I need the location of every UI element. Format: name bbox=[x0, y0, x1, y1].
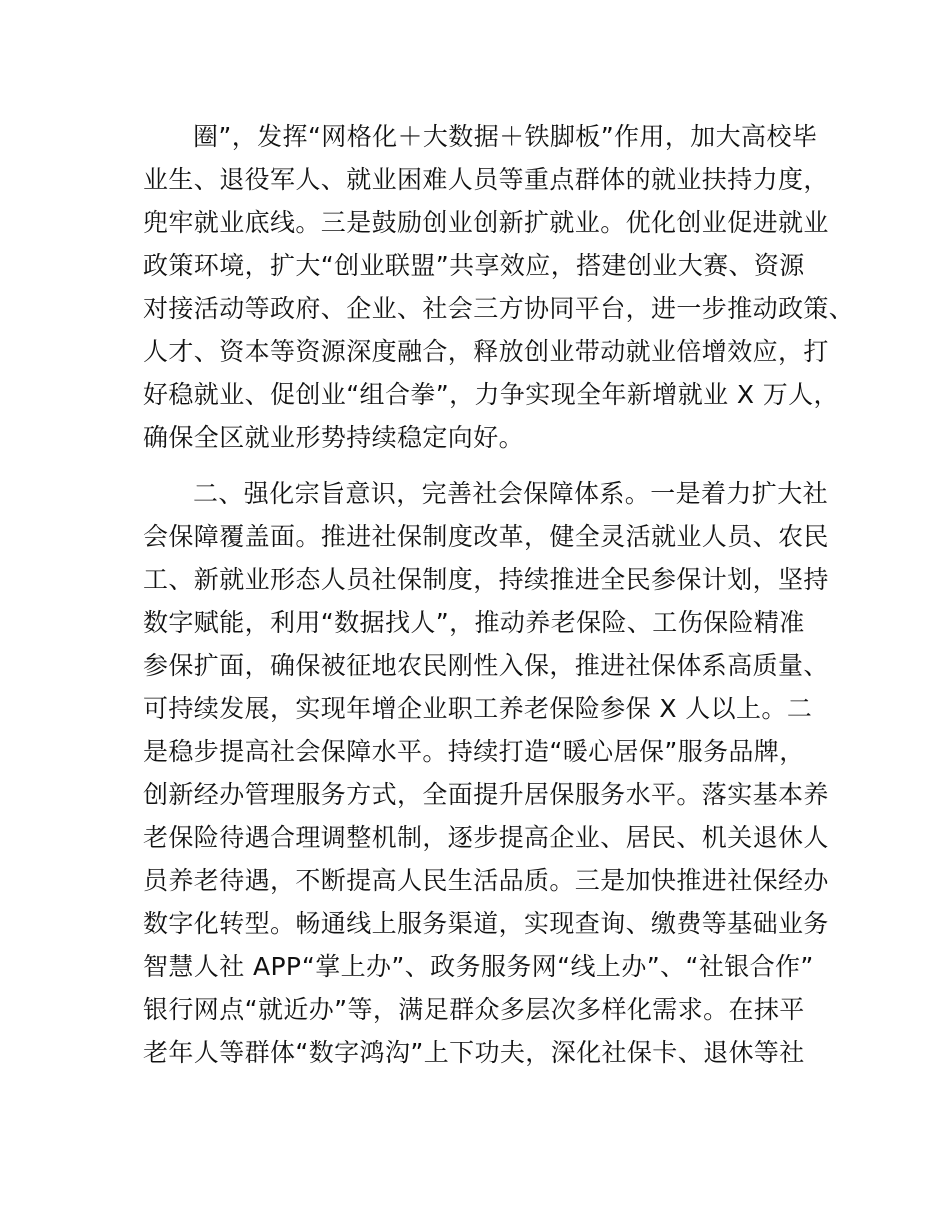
paragraph-1-line-1: 圈”，发挥“网格化＋大数据＋铁脚板”作用，加大高校毕 bbox=[193, 122, 818, 151]
paragraph-2-line-6: 可持续发展，实现年增企业职工养老保险参保 X 人以上。二 bbox=[143, 694, 813, 723]
paragraph-1-line-4: 政策环境，扩大“创业联盟”共享效应，搭建创业大赛、资源 bbox=[143, 251, 805, 280]
paragraph-2-line-2: 会保障覆盖面。推进社保制度改革，健全灵活就业人员、农民 bbox=[143, 522, 829, 551]
paragraph-1-line-3: 兜牢就业底线。三是鼓励创业创新扩就业。优化创业促进就业 bbox=[143, 208, 829, 237]
paragraph-1-line-5: 对接活动等政府、企业、社会三方协同平台，进一步推动政策、 bbox=[143, 294, 855, 323]
paragraph-2-line-4: 数字赋能，利用“数据找人”，推动养老保险、工伤保险精准 bbox=[143, 608, 805, 637]
paragraph-1-line-7: 好稳就业、促创业“组合拳”，力争实现全年新增就业 X 万人， bbox=[143, 380, 839, 409]
paragraph-2-line-11: 数字化转型。畅通线上服务渠道，实现查询、缴费等基础业务 bbox=[143, 909, 829, 938]
paragraph-1-line-6: 人才、资本等资源深度融合，释放创业带动就业倍增效应，打 bbox=[143, 337, 829, 366]
paragraph-1-line-8: 确保全区就业形势持续稳定向好。 bbox=[143, 423, 525, 452]
paragraph-2-line-7: 是稳步提高社会保障水平。持续打造“暖心居保”服务品牌， bbox=[143, 737, 805, 766]
paragraph-2-line-9: 老保险待遇合理调整机制，逐步提高企业、居民、机关退休人 bbox=[143, 823, 829, 852]
paragraph-1-line-2: 业生、退役军人、就业困难人员等重点群体的就业扶持力度， bbox=[143, 165, 829, 194]
paragraph-2-line-1: 二、强化宗旨意识，完善社会保障体系。一是着力扩大社 bbox=[193, 479, 829, 508]
paragraph-2-line-12: 智慧人社 APP“掌上办”、政务服务网“线上办”、“社银合作” bbox=[143, 952, 814, 981]
paragraph-2-line-13: 银行网点“就近办”等，满足群众多层次多样化需求。在抹平 bbox=[143, 995, 805, 1024]
paragraph-2-line-5: 参保扩面，确保被征地农民刚性入保，推进社保体系高质量、 bbox=[143, 651, 829, 680]
paragraph-2-line-14: 老年人等群体“数字鸿沟”上下功夫，深化社保卡、退休等社 bbox=[143, 1038, 805, 1067]
paragraph-2-line-8: 创新经办管理服务方式，全面提升居保服务水平。落实基本养 bbox=[143, 780, 829, 809]
paragraph-2-line-10: 员养老待遇，不断提高人民生活品质。三是加快推进社保经办 bbox=[143, 866, 829, 895]
paragraph-2-line-3: 工、新就业形态人员社保制度，持续推进全民参保计划，坚持 bbox=[143, 565, 829, 594]
